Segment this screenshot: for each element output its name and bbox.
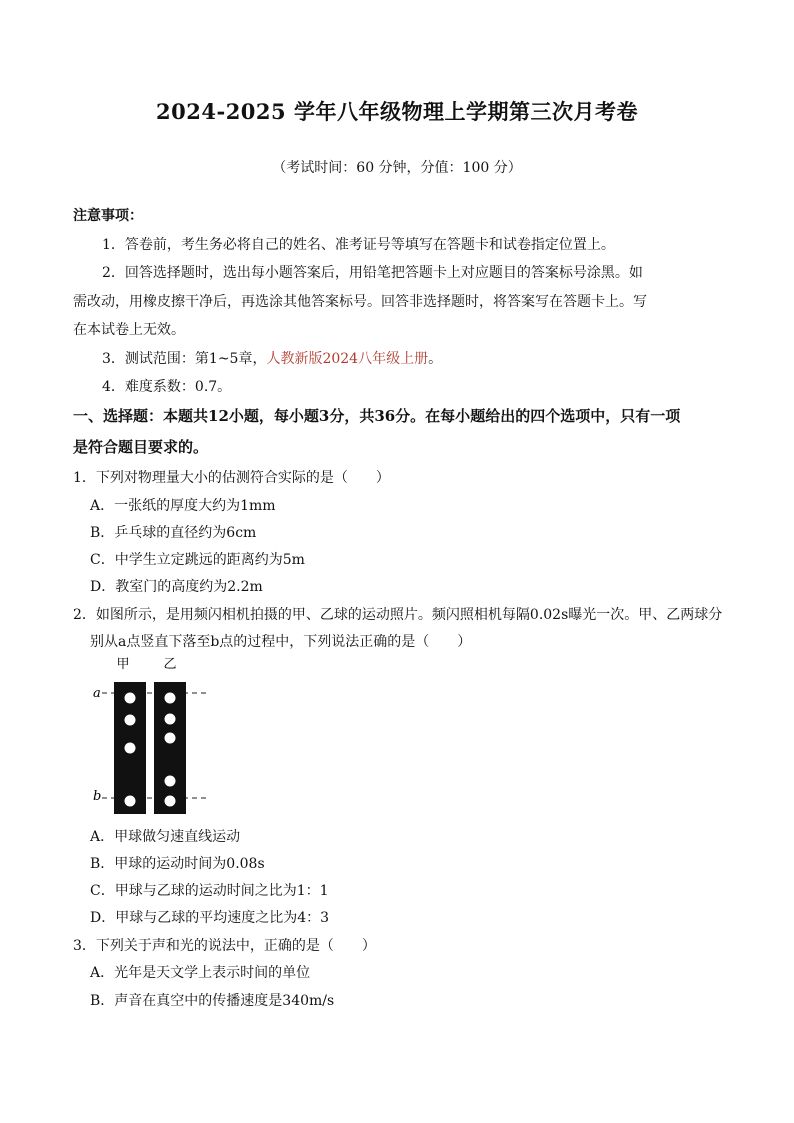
ball-jia-1 bbox=[125, 693, 136, 704]
q2-option-d: D．甲球与乙球的平均速度之比为4：3 bbox=[90, 910, 330, 926]
strobe-photo-figure bbox=[88, 652, 218, 822]
q3-stem: 3．下列关于声和光的说法中，正确的是（ ） bbox=[73, 938, 376, 954]
q2-stem-line-2: 别从a点竖直下落至b点的过程中，下列说法正确的是（ ） bbox=[90, 634, 472, 650]
ball-yi-3 bbox=[165, 733, 176, 744]
q1-option-a: A．一张纸的厚度大约为1mm bbox=[90, 498, 276, 514]
label-jia: 甲 bbox=[116, 657, 130, 672]
ball-yi-1 bbox=[165, 693, 176, 704]
notice-item-2-line-1: 2．回答选择题时，选出每小题答案后，用铅笔把答题卡上对应题目的答案标号涂黑。如 bbox=[102, 265, 643, 281]
notice-item-2-line-3: 在本试卷上无效。 bbox=[73, 322, 185, 338]
exam-subtitle: （考试时间：60 分钟，分值：100 分） bbox=[272, 160, 522, 176]
notice-item-3-suffix: 。 bbox=[428, 351, 443, 367]
notice-item-1: 1．答卷前，考生务必将自己的姓名、准考证号等填写在答题卡和试卷指定位置上。 bbox=[102, 237, 615, 253]
notice-item-3 bbox=[102, 348, 442, 368]
notice-item-3-highlight: 人教新版2024八年级上册 bbox=[266, 351, 429, 367]
label-yi: 乙 bbox=[163, 657, 177, 672]
q1-option-c: C．中学生立定跳远的距离约为5m bbox=[90, 552, 305, 568]
section-1-heading-line-2: 是符合题目要求的。 bbox=[73, 438, 209, 456]
q2-stem-line-1: 2．如图所示，是用频闪相机拍摄的甲、乙球的运动照片。频闪照相机每隔0.02s曝光一次。甲、乙两球分 bbox=[73, 607, 723, 623]
ball-jia-3 bbox=[125, 743, 136, 754]
q1-stem: 1．下列对物理量大小的估测符合实际的是（ ） bbox=[73, 470, 390, 486]
q2-option-a: A．甲球做匀速直线运动 bbox=[90, 829, 241, 845]
q2-option-b: B．甲球的运动时间为0.08s bbox=[90, 856, 265, 872]
ball-yi-4 bbox=[165, 776, 176, 787]
notice-item-4: 4．难度系数：0.7。 bbox=[102, 379, 232, 395]
label-b: b bbox=[93, 789, 102, 804]
notice-heading: 注意事项： bbox=[73, 208, 143, 224]
ball-yi-2 bbox=[165, 714, 176, 725]
notice-item-3-prefix: 3．测试范围：第1~5章， bbox=[102, 351, 267, 367]
q1-option-b: B．乒乓球的直径约为6cm bbox=[90, 525, 257, 541]
ball-yi-5 bbox=[165, 796, 176, 807]
notice-item-2-line-2: 需改动，用橡皮擦干净后，再选涂其他答案标号。回答非选择题时，将答案写在答题卡上。写 bbox=[73, 294, 647, 310]
exam-title: 2024-2025 学年八年级物理上学期第三次月考卷 bbox=[156, 99, 638, 124]
ball-jia-4 bbox=[125, 796, 136, 807]
q1-option-d: D．教室门的高度约为2.2m bbox=[90, 579, 263, 595]
q3-option-a: A．光年是天文学上表示时间的单位 bbox=[90, 965, 311, 981]
q2-option-c: C．甲球与乙球的运动时间之比为1：1 bbox=[90, 883, 329, 899]
ball-jia-2 bbox=[125, 715, 136, 726]
q3-option-b: B．声音在真空中的传播速度是340m/s bbox=[90, 993, 335, 1009]
label-a: a bbox=[93, 686, 101, 701]
section-1-heading-line-1: 一、选择题：本题共12小题，每小题3分，共36分。在每小题给出的四个选项中，只有一项 bbox=[73, 407, 681, 425]
